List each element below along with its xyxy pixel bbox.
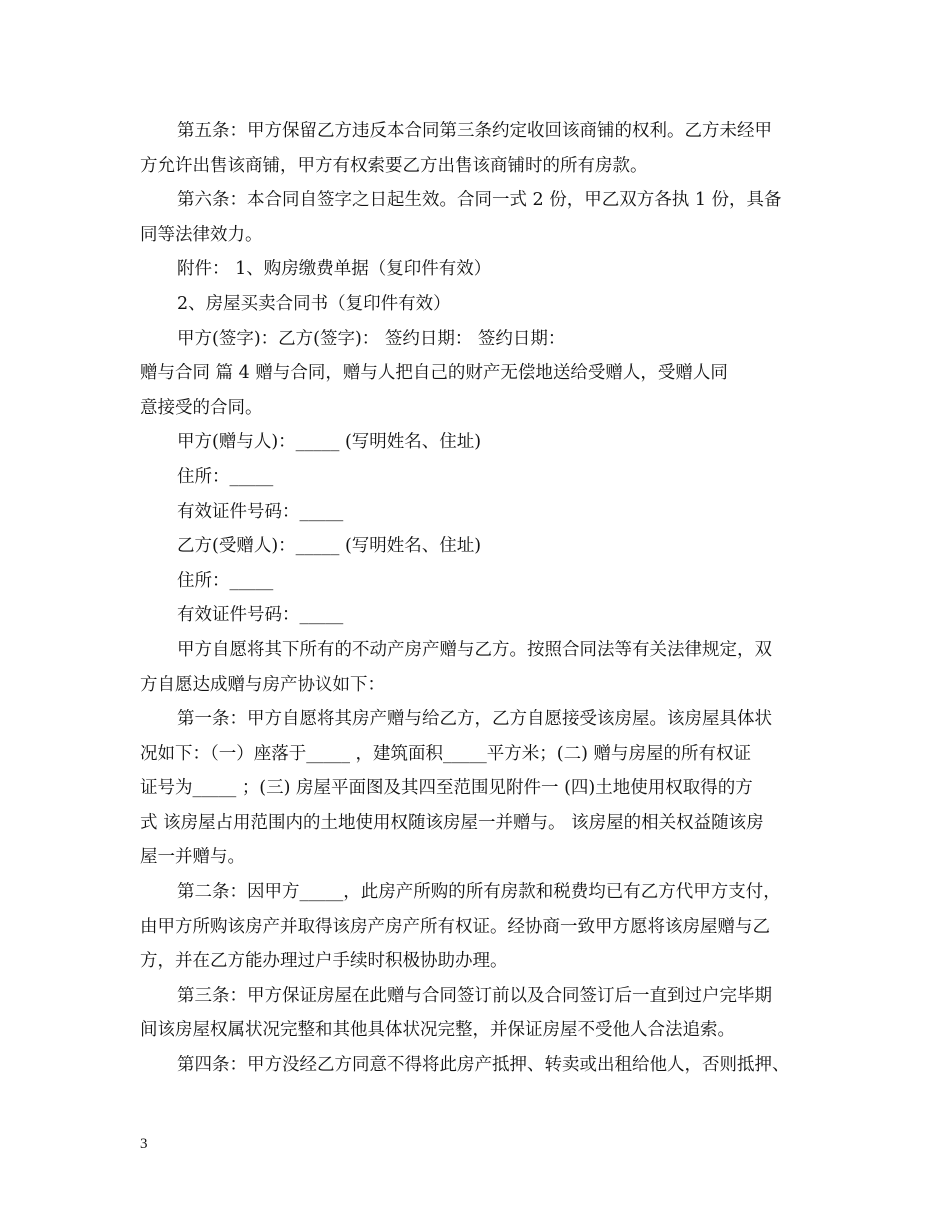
section-heading-line: 赠与合同 篇 4 赠与合同，赠与人把自己的财产无偿地送给受赠人，受赠人同 bbox=[140, 363, 728, 384]
paragraph-line: 方，并在乙方能办理过户手续时积极协助办理。 bbox=[140, 951, 508, 972]
paragraph-line: 同等法律效力。 bbox=[140, 224, 263, 245]
paragraph-line: 式 该房屋占用范围内的土地使用权随该房屋一并赠与。 该房屋的相关权益随该房 bbox=[140, 812, 764, 833]
attachment-line: 2、房屋买卖合同书（复印件有效） bbox=[177, 293, 451, 314]
paragraph-line: 况如下：（一）座落于_____ ，建筑面积_____平方米；(二) 赠与房屋的所有权证 bbox=[140, 743, 752, 764]
paragraph-line: 屋一并赠与。 bbox=[140, 847, 245, 868]
paragraph-line: 第六条：本合同自签字之日起生效。合同一式 2 份，甲乙双方各执 1 份，具备 bbox=[177, 190, 782, 211]
paragraph-line: 甲方自愿将其下所有的不动产房产赠与乙方。按照合同法等有关法律规定，双 bbox=[177, 639, 772, 660]
paragraph-line: 第二条：因甲方_____，此房产所购的所有房款和税费均已有乙方代甲方支付， bbox=[177, 882, 781, 903]
signature-line: 甲方(签字)：乙方(签字)： 签约日期： 签约日期： bbox=[177, 328, 566, 349]
paragraph-line: 第三条：甲方保证房屋在此赠与合同签订前以及合同签订后一直到过户完毕期 bbox=[177, 985, 772, 1006]
paragraph-line: 第四条：甲方没经乙方同意不得将此房产抵押、转卖或出租给他人，否则抵押、 bbox=[177, 1055, 790, 1076]
paragraph-line: 意接受的合同。 bbox=[140, 397, 263, 418]
party-b-line: 乙方(受赠人)：_____ (写明姓名、住址) bbox=[177, 536, 482, 557]
paragraph-line: 第五条：甲方保留乙方违反本合同第三条约定收回该商铺的权利。乙方未经甲 bbox=[177, 121, 772, 141]
address-line: 住所：_____ bbox=[177, 570, 274, 591]
attachment-line: 附件： 1、购房缴费单据（复印件有效） bbox=[177, 259, 492, 280]
id-number-line: 有效证件号码：_____ bbox=[177, 501, 344, 522]
paragraph-line: 方允许出售该商铺，甲方有权索要乙方出售该商铺时的所有房款。 bbox=[140, 155, 648, 176]
paragraph-line: 由甲方所购该房产并取得该房产房产所有权证。经协商一致甲方愿将该房屋赠与乙 bbox=[140, 916, 770, 937]
party-a-line: 甲方(赠与人)：_____ (写明姓名、住址) bbox=[177, 432, 482, 453]
document-body bbox=[140, 118, 810, 1087]
paragraph-line: 证号为_____ ；(三) 房屋平面图及其四至范围见附件一 (四)土地使用权取得的方 bbox=[140, 778, 753, 799]
address-line: 住所：_____ bbox=[177, 466, 274, 487]
paragraph-line: 方自愿达成赠与房产协议如下： bbox=[140, 674, 385, 695]
id-number-line: 有效证件号码：_____ bbox=[177, 605, 344, 626]
paragraph-line: 第一条：甲方自愿将其房产赠与给乙方，乙方自愿接受该房屋。该房屋具体状 bbox=[177, 709, 772, 730]
page-number: 3 bbox=[140, 1136, 148, 1152]
paragraph-line: 间该房屋权属状况完整和其他具体状况完整，并保证房屋不受他人合法追索。 bbox=[140, 1020, 735, 1041]
